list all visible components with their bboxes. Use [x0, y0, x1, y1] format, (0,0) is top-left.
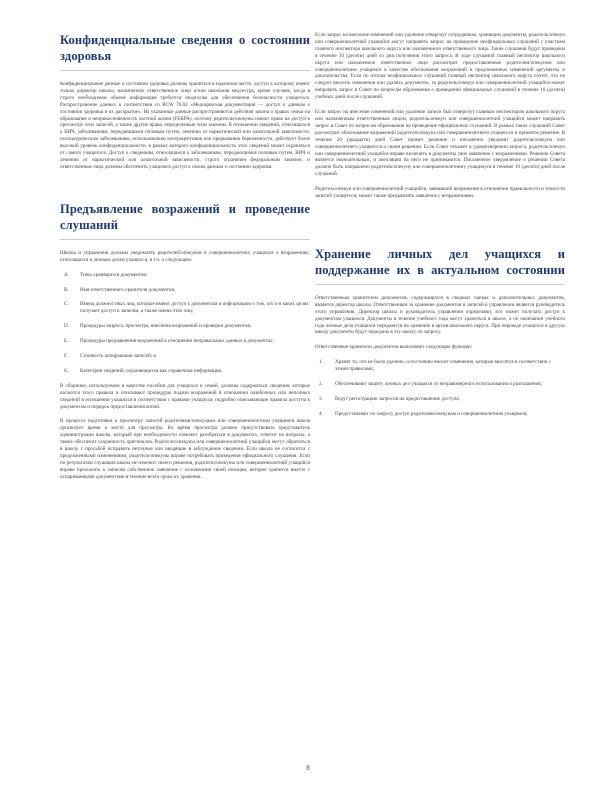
section-divider	[60, 70, 310, 71]
paragraph: Ответственные хранители документов выполняют следующие функции:	[315, 344, 473, 351]
heading-health-records: Конфиденциальные сведения о состоянии здоровья	[60, 33, 310, 63]
paragraph: Если запрос на внесение изменений или удаление записи был отвергнут главным инспектором школьного округа или назначенным ответственным лицом, родитель/опекун или совершеннолетний учащийся может направить запрос в Совет по вопросам образования на проведение официальных слушаний. В рамках таких слушаний Совет рассмотрит обоснование возражений родителя/опекуна или совершеннолетнего учащегося и принятое решение. В течение 20 (двадцати) дней Совет примет решение и письменно уведомит родителя/опекуна или совершеннолетнего учащегося о своем решении. Если Совет откажет в удовлетворении запроса, родитель/опекун или совершеннолетний учащийся вправе включить в документы свое заявление с возражениями. Решение Совета является окончательным, и апелляции на него не принимаются. Письменное уведомление о решении Совета должно быть направлено родителю/опекуну или совершеннолетнему учащемуся в течение 10 (десяти) дней после слушаний.	[315, 109, 565, 178]
notification-list	[60, 272, 310, 375]
list-marker: E.	[64, 338, 69, 345]
list-marker: B.	[64, 286, 69, 293]
list-item-text: Хранят то, что не было удалено, и постоянно вносят изменения, которые вносятся в соответствии с этими правилами;	[335, 359, 551, 373]
list-item	[60, 287, 310, 294]
section-divider	[315, 284, 565, 285]
right-column	[315, 32, 565, 426]
list-item-text: Предоставляют по запросу доступ родителям/опекунам и совершеннолетним учащимся;	[335, 410, 528, 417]
list-item-text: Категории сведений, охраняющихся как справочная информация.	[80, 367, 223, 374]
list-marker: C.	[64, 301, 69, 308]
list-marker: 3.	[319, 396, 323, 402]
list-marker: 1.	[319, 359, 323, 366]
list-item	[60, 272, 310, 279]
list-item-text: Процедуры запроса, просмотра, внесения возражений и проверки документов;	[80, 323, 252, 330]
list-item	[60, 338, 310, 345]
list-item	[60, 353, 310, 360]
list-marker: F.	[64, 353, 68, 360]
paragraph-text: «Медицинская документация — доступ к данным о состоянии здоровья и их раскрытие». На указанные данные распространяются действия закона о правах семьи на образование и неприкосновенность частной жизни (FERPA), поэтому родители/опекуны имеют право на доступ к просмотру этих записей, а также другие права, определенные этим законом. В отношении сведений, относящихся к ВИЧ, заболеваниям, передающимся половым путем, лечению от наркотической или алкогольной зависимости, психиатрическим заболеваниям, использованию контрацептивов или прерыванию беременности, действует более высокий уровень конфиденциальности, в рамках которого конфиденциальность этих сведений может охраняться от самого учащегося. Доступ к сведениям, относящимся к заболеваниям, передающимся половым путем, ВИЧ и лечению от наркотической или алкогольной зависимости, строго ограничен федеральным законом, и ответственные лица должны обеспечить учащимся доступ к своим данным о состоянии здоровья.	[60, 101, 310, 170]
paragraph: Если запрос на внесение изменений или удаление отвергнут сотрудником, хранящим документы, родитель/опекун или совершеннолетний учащийся могут направить запрос на проведение неофициальных слушаний с участием главного инспектора школьного округа или назначенного ответственного лица. Такие слушания будут проведены в течение 10 (десяти) дней со дня получения этого запроса. В ходе слушаний главный инспектор школьного округа или назначенное ответственное лицо рассмотрит предоставленные родителем/опекуном или совершеннолетним учащимся в качестве обоснования возражений и предложенных изменений аргументы и доказательства. Если по итогам неофициальных слушаний главный инспектор школьного округа сочтет, что не следует вносить изменения или удалять документы, то родитель/опекун или совершеннолетний учащийся может направить запрос в Совет по вопросам образования о проведении официальных слушаний в течение 10 (десяти) учебных дней после слушаний.	[315, 32, 565, 101]
paragraph-text: Конфиденциальные данные о состоянии здоровья должны храниться в надежном месте, доступ к которому имеют только директор школы, назначенное ответственное лицо и/или школьная медсестра, кроме случаев, когда в строго необходимом объеме информация требуется педагогам для обеспечения безопасности учащегося. Распространение данных в соответствии со	[60, 81, 310, 108]
list-item-text: Ведут регистрацию запросов на предоставление доступа;	[335, 396, 460, 402]
list-item	[315, 396, 565, 403]
list-item	[315, 411, 565, 418]
page-number: 8	[306, 764, 310, 772]
list-item-text: Имена должностных лиц, которые имеют доступ к документам и информацию о том, кто и в каких целях получает доступ к записям, а также имена этих лиц;	[80, 301, 309, 315]
list-item	[315, 381, 565, 388]
list-item-text: Типы хранящихся документов;	[80, 271, 148, 278]
list-item	[60, 301, 310, 315]
list-item	[60, 323, 310, 330]
list-marker: 2.	[319, 381, 323, 388]
list-marker: D.	[64, 323, 69, 330]
paragraph: Родитель/опекун или совершеннолетний учащийся, заявивший возражения в отношении правильности и точности записей учащегося, может также предъявлять заявление с возражениями.	[315, 186, 565, 200]
heading-records-storage: Хранение личных дел учащихся и поддержание их в актуальном состоянии	[315, 246, 565, 277]
list-item-text: Имя ответственного хранителя документов;	[80, 286, 176, 293]
list-marker: A.	[64, 271, 69, 278]
paragraph	[60, 81, 310, 171]
paragraph: Школы и управления должны уведомлять родителей/опекунов и совершеннолетних учащихся о возражениях, относящихся к личным делам учащихся, в т.ч. о следующем:	[60, 249, 310, 263]
list-item-text: Стоимость копирования записей; и	[80, 353, 157, 360]
list-marker: G.	[64, 367, 69, 374]
paragraph: В сборнике, используемом в качестве пособия для учащихся и семей, должны содержаться сведения, которые касаются этого правила и описывают процедуры подачи возражений в отношении ошибочных или неполных сведений в отношении учащихся в соответствии с правами учащихся, подробно описывающие правила доступа к документам и порядок предоставления копий.	[60, 382, 310, 410]
custodian-duties-list	[315, 359, 565, 418]
list-item	[315, 359, 565, 373]
heading-objections-hearings: Предъявление возражений и проведение слушаний	[60, 201, 310, 232]
paragraph: В процессе подготовки к просмотру записей родителями/опекунами или совершеннолетним учащимся школа организует время и место для просмотра. Во время просмотра должен присутствовать представитель администрации школы, который при необходимости поможет разобраться в документах, ответит на вопросы, а также обеспечит сохранность оригиналов. Родители/опекуны или совершеннолетний учащийся могут обратиться в школу с просьбой исправить неточные или вводящие в заблуждение сведения. Если школа не согласится с предложенными изменениями, родители/опекуны вправе потребовать проведения официального слушания. Если по результатам слушания школа не изменит своего решения, родители/опекуны или совершеннолетний учащийся вправе приложить к записям собственное заявление с изложением своей позиции, которое хранится вместе с оспариваемыми документами в течение всего срока их хранения.	[60, 418, 310, 480]
left-column	[60, 32, 310, 489]
list-item-text: Обеспечивают защиту личных дел учащихся от неправомерного использования и разглашения;	[335, 381, 543, 388]
paragraph: Ответственным хранителем документов, содержащихся в сводных папках и дополнительных документов, является директор школы. Ответственным за хранение документов и записей в управлении является руководитель этого управления. Директор школы и руководитель управления определяют, кто может получать доступ к документам учащихся. Документы в течение учебного года могут храниться в школе, а по окончании учебного года личные дела учащихся передаются на хранение в архив школьного округа. При переводе учащихся в другую школу документы будут переданы в эту школу по запросу.	[315, 294, 565, 336]
list-item	[60, 368, 310, 375]
list-item-text: Процедуры предъявления возражений в отношении неправильных данных в документах;	[80, 338, 274, 345]
rcw-reference-link[interactable]: RCW 70.02	[162, 101, 188, 108]
list-marker: 4.	[319, 410, 323, 417]
section-divider	[60, 239, 310, 240]
